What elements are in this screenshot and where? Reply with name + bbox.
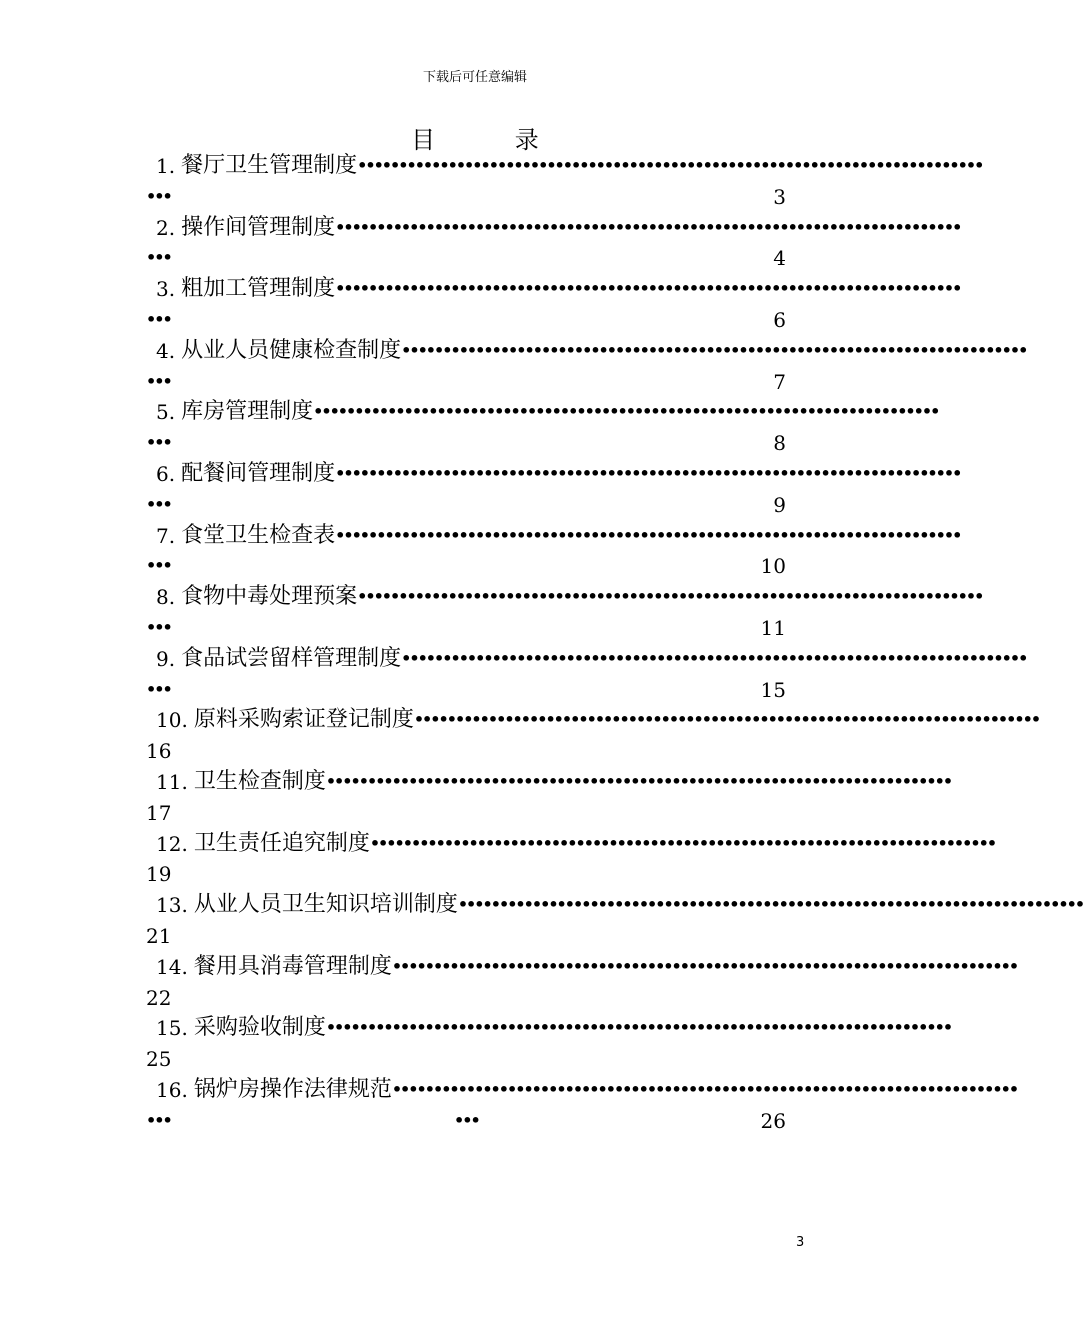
toc-entry[interactable] <box>146 829 996 860</box>
table-of-contents <box>146 151 1083 1137</box>
toc-entry-page-line <box>146 736 786 767</box>
page-header: 下载后可任意编辑 <box>422 70 527 85</box>
toc-entry-label: 食堂卫生检查表 <box>181 522 336 548</box>
toc-entry-label: 食物中毒处理预案 <box>181 584 358 610</box>
toc-entry-number: 3. <box>156 277 176 302</box>
toc-page-number: 9 <box>773 492 786 517</box>
toc-entry-page-line <box>146 1044 786 1075</box>
toc-entry-page-line <box>146 182 786 213</box>
toc-entry-page-line <box>146 428 786 459</box>
toc-entry-page-line <box>146 675 786 706</box>
toc-page-number: 15 <box>760 677 786 702</box>
toc-page-number: 3 <box>773 184 786 209</box>
toc-entry-number: 10. <box>156 708 188 733</box>
toc-entry-label: 采购验收制度 <box>193 1015 326 1041</box>
toc-entry[interactable] <box>146 336 1027 367</box>
toc-leader-dots: ••• <box>146 1110 171 1130</box>
toc-entry-label: 卫生检查制度 <box>193 768 326 794</box>
toc-page-number: 19 <box>146 862 172 887</box>
toc-page-number: 6 <box>773 307 786 332</box>
toc-page-number: 7 <box>773 369 786 394</box>
toc-page-number: 25 <box>146 1047 172 1072</box>
toc-page-number: 21 <box>146 923 172 948</box>
toc-leader-dots: •••••••••••••••••••••••••••••••••••••••••••••••••••••••••••••••••••••••••••• <box>335 279 961 299</box>
toc-leader-dots: •••••••••••••••••••••••••••••••••••••••••••••••••••••••••••••••••••••••••••• <box>357 156 983 175</box>
toc-page-number: 17 <box>146 800 172 825</box>
toc-entry-number: 6. <box>156 461 176 486</box>
toc-entry-page-line <box>146 921 786 952</box>
toc-leader-dots: •••••••••••••••••••••••••••••••••••••••••••••••••••••••••••••••••••••••••••• <box>313 402 939 422</box>
toc-entry-label: 从业人员健康检查制度 <box>181 337 402 363</box>
toc-entry-number: 11. <box>156 769 188 794</box>
toc-entry-label: 食品试尝留样管理制度 <box>181 645 402 671</box>
toc-entry[interactable] <box>146 1013 952 1044</box>
toc-leader-dots: •••••••••••••••••••••••••••••••••••••••••••••••••••••••••••••••••••••••••••• <box>369 833 996 853</box>
toc-page-number: 4 <box>773 246 786 271</box>
toc-entry-number: 13. <box>156 893 188 918</box>
toc-entry-number: 7. <box>156 523 176 548</box>
toc-page-number: 8 <box>773 431 786 456</box>
toc-entry-page-line <box>146 798 786 829</box>
toc-entry-page-line <box>146 859 786 890</box>
toc-entry[interactable] <box>146 582 983 613</box>
toc-entry[interactable] <box>146 1075 1018 1106</box>
toc-leader-dots: •••••••••••••••••••••••••••••••••••••••••••••••••••••••••••••••••••••••••••• <box>391 956 1018 976</box>
toc-leader-dots: •••••••••••••••••••••••••••••••••••••••••••••••••••••••••••••••••••••••••••• <box>413 710 1040 730</box>
toc-entry-label: 餐厅卫生管理制度 <box>181 153 358 178</box>
toc-page-number: 22 <box>146 985 172 1010</box>
page-number: 3 <box>796 1235 805 1250</box>
toc-entry-label: 从业人员卫生知识培训制度 <box>193 892 458 918</box>
toc-entry-number: 15. <box>156 1016 188 1041</box>
toc-entry[interactable] <box>146 521 961 552</box>
toc-entry-label: 锅炉房操作法律规范 <box>193 1076 392 1102</box>
toc-leader-dots: •••••••••••••••••••••••••••••••••••••••••••••••••••••••••••••••••••••••••••• <box>401 648 1027 668</box>
toc-entry[interactable] <box>146 213 961 244</box>
toc-entry[interactable] <box>146 952 1018 983</box>
toc-entry-label: 卫生责任追究制度 <box>193 830 370 856</box>
toc-leader-dots: ••• <box>146 617 171 637</box>
toc-entry-page-line <box>146 1106 786 1137</box>
toc-leader-dots: ••• <box>146 556 171 576</box>
toc-leader-dots: •••••••••••••••••••••••••••••••••••••••••••••••••••••••••••••••••••••••••••• <box>335 217 961 237</box>
toc-leader-dots: ••• <box>146 371 171 391</box>
toc-entry-page-line <box>146 490 786 521</box>
toc-entry-number: 5. <box>156 400 176 425</box>
toc-entry-label: 原料采购索证登记制度 <box>193 707 414 733</box>
toc-entry-label: 粗加工管理制度 <box>181 276 336 302</box>
toc-entry-number: 9. <box>156 646 176 671</box>
toc-leader-dots: •••••••••••••••••••••••••••••••••••••••••••••••••••••••••••••••••••••••••••• <box>457 895 1083 915</box>
toc-entry-page-line <box>146 613 786 644</box>
toc-leader-dots: •••••••••••••••••••••••••••••••••••••••••••••••••••••••••••••••••••••••••••• <box>391 1079 1018 1099</box>
toc-entry-label: 配餐间管理制度 <box>181 460 336 486</box>
toc-entry[interactable] <box>146 705 1040 736</box>
toc-entry-number: 16. <box>156 1077 188 1102</box>
toc-entry[interactable] <box>146 151 983 182</box>
toc-entry-number: 12. <box>156 831 188 856</box>
toc-leader-dots: ••• <box>454 1110 479 1130</box>
toc-entry-number: 1. <box>156 154 176 178</box>
toc-entry-label: 操作间管理制度 <box>181 214 336 240</box>
toc-leader-dots: ••• <box>146 309 171 329</box>
toc-leader-dots: •••••••••••••••••••••••••••••••••••••••••••••••••••••••••••••••••••••••••••• <box>325 771 952 791</box>
toc-leader-dots: ••• <box>146 433 171 453</box>
toc-leader-dots: •••••••••••••••••••••••••••••••••••••••••••••••••••••••••••••••••••••••••••• <box>335 525 961 545</box>
toc-entry-page-line <box>146 983 786 1014</box>
toc-entry[interactable] <box>146 890 1083 921</box>
toc-page-number: 26 <box>760 1108 786 1133</box>
toc-entry-page-line <box>146 243 786 274</box>
toc-leader-dots: ••• <box>146 494 171 514</box>
toc-entry[interactable] <box>146 459 961 490</box>
toc-leader-dots: ••• <box>146 679 171 699</box>
toc-entry-page-line <box>146 551 786 582</box>
toc-entry[interactable] <box>146 767 952 798</box>
toc-page-number: 11 <box>760 615 786 640</box>
toc-page-number: 10 <box>760 554 786 579</box>
toc-entry-number: 4. <box>156 338 176 363</box>
toc-page-number: 16 <box>146 739 172 764</box>
toc-entry[interactable] <box>146 274 961 305</box>
toc-entry-page-line <box>146 305 786 336</box>
toc-leader-dots: •••••••••••••••••••••••••••••••••••••••••••••••••••••••••••••••••••••••••••• <box>401 340 1027 360</box>
toc-leader-dots: ••• <box>146 248 171 268</box>
toc-entry[interactable] <box>146 644 1027 675</box>
toc-entry-number: 2. <box>156 215 176 240</box>
toc-entry-number: 14. <box>156 954 188 979</box>
toc-leader-dots: •••••••••••••••••••••••••••••••••••••••••••••••••••••••••••••••••••••••••••• <box>357 587 983 607</box>
toc-entry-label: 餐用具消毒管理制度 <box>193 953 392 979</box>
toc-entry-page-line <box>146 367 786 398</box>
toc-leader-dots: •••••••••••••••••••••••••••••••••••••••••••••••••••••••••••••••••••••••••••• <box>335 463 961 483</box>
toc-leader-dots: •••••••••••••••••••••••••••••••••••••••••••••••••••••••••••••••••••••••••••• <box>325 1018 952 1038</box>
toc-leader-dots: ••• <box>146 186 171 206</box>
toc-entry-label: 库房管理制度 <box>181 399 314 425</box>
toc-title: 目 录 <box>411 126 575 154</box>
toc-entry-number: 8. <box>156 585 176 610</box>
toc-entry[interactable] <box>146 397 939 428</box>
